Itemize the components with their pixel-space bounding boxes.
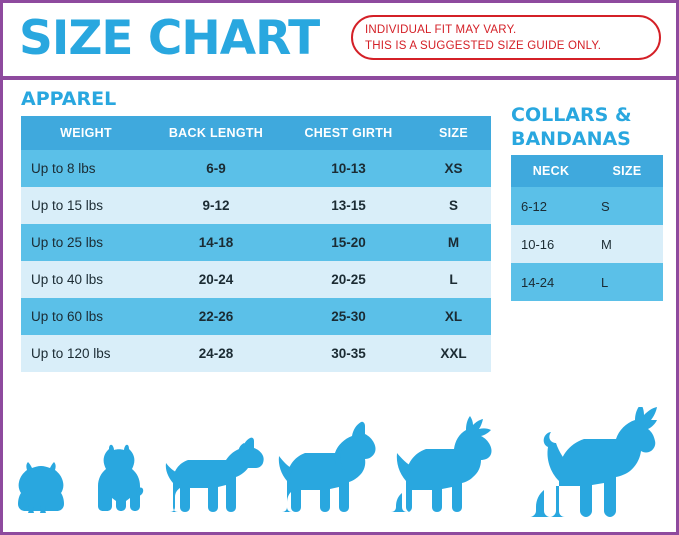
cell-neck: 10-16	[511, 225, 591, 263]
cell-size: M	[416, 224, 491, 261]
collars-col-size: SIZE	[591, 155, 663, 187]
cell-weight: Up to 40 lbs	[21, 261, 151, 298]
table-row	[21, 335, 491, 372]
apparel-col-weight: WEIGHT	[21, 116, 151, 150]
cell-back-length: 24-28	[151, 335, 281, 372]
cell-chest-girth: 13-15	[281, 187, 416, 224]
collars-heading-line-1: COLLARS &	[511, 104, 632, 126]
dog-silhouette-xxl	[530, 407, 657, 517]
dog-silhouette-m	[166, 438, 264, 512]
collars-heading	[511, 103, 671, 151]
cell-size: XL	[416, 298, 491, 335]
cell-back-length: 14-18	[151, 224, 281, 261]
cell-weight: Up to 120 lbs	[21, 335, 151, 372]
apparel-heading: APPAREL	[21, 88, 117, 110]
apparel-table	[21, 116, 491, 372]
apparel-col-chest-girth: CHEST GIRTH	[281, 116, 416, 150]
disclaimer-line-2: THIS IS A SUGGESTED SIZE GUIDE ONLY.	[365, 40, 602, 52]
dog-silhouette-s	[98, 445, 143, 511]
apparel-header-row	[21, 116, 491, 150]
cell-back-length: 22-26	[151, 298, 281, 335]
collars-heading-line-2: BANDANAS	[511, 128, 631, 150]
cell-size: M	[591, 225, 663, 263]
cell-chest-girth: 20-25	[281, 261, 416, 298]
cell-chest-girth: 30-35	[281, 335, 416, 372]
dog-silhouette-xl	[391, 416, 492, 512]
apparel-col-size: SIZE	[416, 116, 491, 150]
cell-weight: Up to 8 lbs	[21, 150, 151, 187]
cell-size: XS	[416, 150, 491, 187]
page-title: SIZE CHART	[19, 11, 320, 66]
cell-chest-girth: 25-30	[281, 298, 416, 335]
cell-back-length: 9-12	[151, 187, 281, 224]
cell-weight: Up to 15 lbs	[21, 187, 151, 224]
table-row	[511, 225, 663, 263]
table-row	[511, 263, 663, 301]
table-row	[21, 150, 491, 187]
table-row	[21, 187, 491, 224]
cell-size: S	[591, 187, 663, 225]
cell-chest-girth: 10-13	[281, 150, 416, 187]
cell-back-length: 6-9	[151, 150, 281, 187]
cell-weight: Up to 25 lbs	[21, 224, 151, 261]
cell-size: XXL	[416, 335, 491, 372]
cell-weight: Up to 60 lbs	[21, 298, 151, 335]
collars-col-neck: NECK	[511, 155, 591, 187]
dog-silhouette-l	[279, 422, 376, 512]
cell-chest-girth: 15-20	[281, 224, 416, 261]
disclaimer-callout	[351, 15, 661, 60]
table-row	[21, 298, 491, 335]
cell-neck: 14-24	[511, 263, 591, 301]
cell-size: L	[416, 261, 491, 298]
header-divider	[3, 76, 676, 80]
table-row	[21, 224, 491, 261]
cell-back-length: 20-24	[151, 261, 281, 298]
table-row	[21, 261, 491, 298]
cell-neck: 6-12	[511, 187, 591, 225]
header	[3, 3, 676, 71]
cell-size: S	[416, 187, 491, 224]
collars-header-row	[511, 155, 663, 187]
cell-size: L	[591, 263, 663, 301]
apparel-col-back-length: BACK LENGTH	[151, 116, 281, 150]
dog-silhouettes-illustration	[3, 407, 676, 532]
disclaimer-line-1: INDIVIDUAL FIT MAY VARY.	[365, 24, 517, 36]
table-row	[511, 187, 663, 225]
collars-table	[511, 155, 663, 301]
dog-silhouette-xs	[18, 462, 64, 513]
